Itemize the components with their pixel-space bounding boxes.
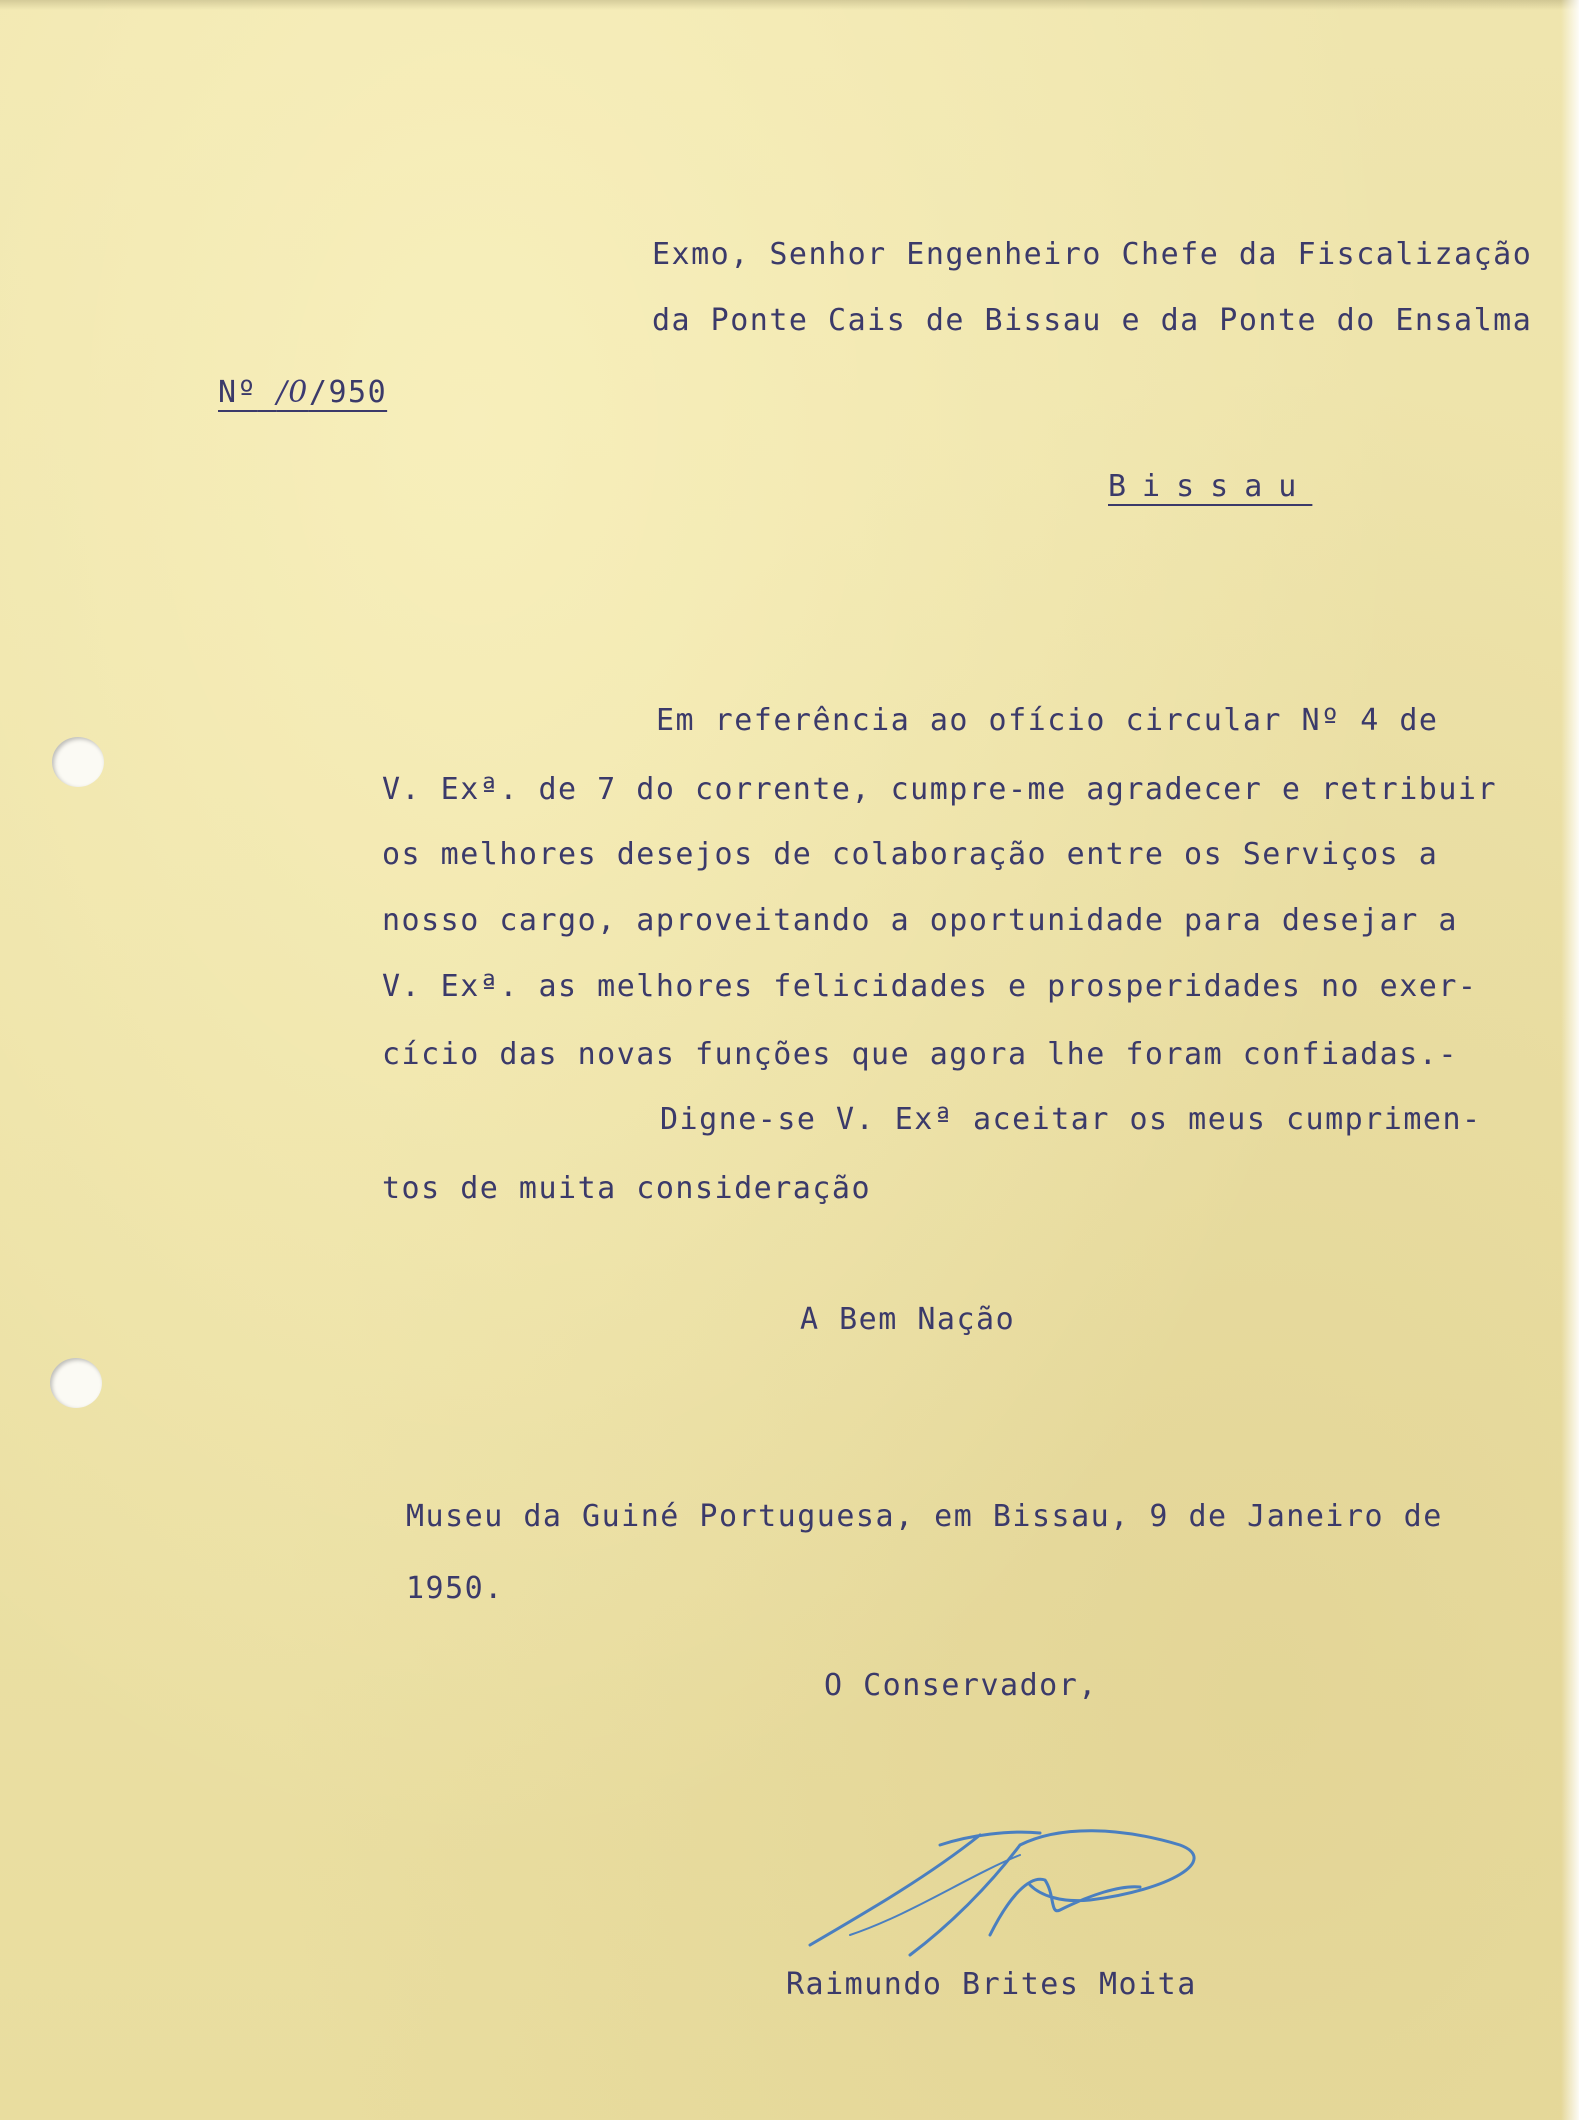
body-line-6: cício das novas funções que agora lhe foram confiadas.- bbox=[382, 1037, 1458, 1072]
addressee-line-1: Exmo, Senhor Engenheiro Chefe da Fiscalização bbox=[652, 237, 1533, 272]
paper-right-edge bbox=[1561, 0, 1579, 2120]
body-line-1: Em referência ao ofício circular Nº 4 de bbox=[656, 703, 1439, 738]
punch-hole-bottom bbox=[50, 1358, 102, 1408]
body-line-4: nosso cargo, aproveitando a oportunidade para desejar a bbox=[382, 903, 1458, 938]
date-line-1: Museu da Guiné Portuguesa, em Bissau, 9 de Janeiro de bbox=[406, 1499, 1443, 1534]
signatory-name: Raimundo Brites Moita bbox=[786, 1967, 1197, 2002]
body-line-5: V. Exª. as melhores felicidades e prosperidades no exer- bbox=[382, 969, 1478, 1004]
body-line-2: V. Exª. de 7 do corrente, cumpre-me agradecer e retribuir bbox=[382, 772, 1498, 807]
reference-prefix: Nº bbox=[218, 375, 258, 410]
handwritten-signature bbox=[790, 1815, 1250, 1965]
body-line-7: Digne-se V. Exª aceitar os meus cumprimen- bbox=[660, 1102, 1482, 1137]
punch-hole-top bbox=[52, 737, 104, 787]
reference-handwritten-number: /0 bbox=[276, 375, 309, 410]
addressee-line-2: da Ponte Cais de Bissau e da Ponte do Ensalma bbox=[652, 303, 1533, 338]
body-line-8: tos de muita consideração bbox=[382, 1171, 872, 1206]
reference-number bbox=[218, 375, 388, 410]
signatory-title: O Conservador, bbox=[824, 1668, 1098, 1703]
salutation: A Bem Nação bbox=[800, 1302, 1016, 1337]
paper-top-edge bbox=[0, 0, 1579, 10]
date-line-2: 1950. bbox=[406, 1571, 504, 1606]
reference-year: /950 bbox=[308, 375, 388, 410]
city-heading: Bissau bbox=[1108, 469, 1313, 504]
body-line-3: os melhores desejos de colaboração entre os Serviços a bbox=[382, 837, 1439, 872]
